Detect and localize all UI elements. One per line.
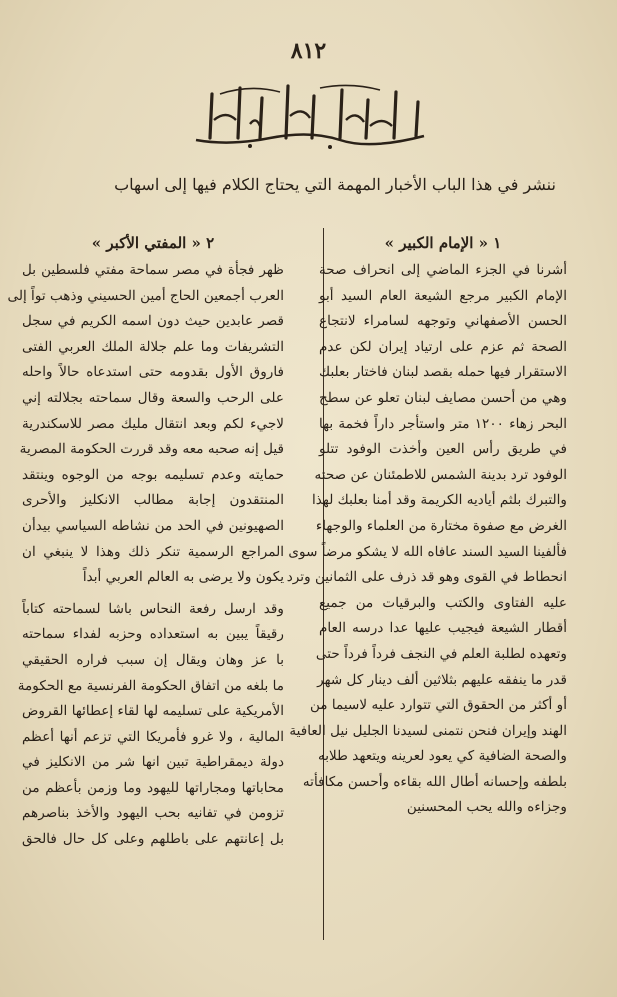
article-line: أو أكثر من الحقوق التي تتوارد عليه لاسيما من <box>309 697 567 714</box>
article-line: دولة ديمقراطية تبين انها شر من الانكليز في <box>22 754 284 771</box>
article-line: وهي من أحسن مصايف لبنان تعلو عن سطح <box>319 389 567 406</box>
article-line: قدر ما ينفقه عليهم بثلاثين ألف دينار كل شهر <box>317 671 567 688</box>
article-line: عليه الفتاوى والكتب والبرقيات من جميع <box>319 594 567 611</box>
article-imam <box>286 228 567 821</box>
section-intro: ننشر في هذا الباب الأخبار المهمة التي يحتاج الكلام فيها إلى اسهاب <box>114 175 556 194</box>
article-line: وتعهده لطلبة العلم في النجف فرداً فرداً حتى <box>315 645 567 662</box>
article-line: حمايته وعدم تسليمه بوجه من الوجوه وينتقد <box>22 466 284 483</box>
article-line: رقيقاً يبين به استعداده وحزبه لفداء سماحته <box>22 626 284 643</box>
article-line: الوفود ترد بدينة الشمس للاطمئنان عن صحته <box>314 466 567 483</box>
article-line: ما بلغه من اتفاق الحكومة الفرنسية مع الحكومة <box>17 677 284 694</box>
article-heading: ١ « الإمام الكبير » <box>384 234 502 252</box>
article-line: الإمام الكبير مرجع الشيعة العام السيد أبو <box>319 287 567 304</box>
article-line: با عز وهان ويقال إن سبب فراره الحقيقي <box>22 651 284 668</box>
article-line: الصحة ثم عزم على ارتياد إيران لكن عدم <box>319 338 567 355</box>
article-line: المراجع الرسمية تنكر ذلك وهذا لا ينبغي ان <box>22 543 284 560</box>
article-line: أقطار الشيعة فيجيب عليها عدا درسه العام <box>319 620 567 637</box>
article-line: البحر زهاء ١٢٠٠ متر واستأجر داراً فخمة بها <box>319 415 567 432</box>
article-line: الحسن الأصفهاني وتوجهه لسامراء لانتجاع <box>319 313 567 330</box>
article-line: والتبرك بلثم أياديه الكريمة وقد أمنا بعلبك لهذا <box>312 492 567 509</box>
article-line: بلطفه وإحسانه أطال الله بقاءه وأحسن مكافأته <box>302 773 567 790</box>
article-line: بل إعانتهم على باطلهم وعلى كل حال فالحق <box>22 831 284 848</box>
article-line: قصر عابدين حيث دون اسمه الكريم في سجل <box>22 313 284 330</box>
article-line: فألفينا السيد السند عافاه الله لا يشكو مرضاً سوى <box>288 543 567 560</box>
article-line: الغرض مع صفوة مختارة من العلماء والوجهاء <box>315 517 567 534</box>
article-line: وقد ارسل رفعة النحاس باشا لسماحته كتاباً <box>22 600 284 617</box>
article-line: والصحة الضافية كي يعود لعرينه ويتعهد طلابه <box>317 748 567 765</box>
article-line: يكون ولا يرضى به العالم العربي أبداً <box>82 569 284 586</box>
article-line: ظهر فجأة في مصر سماحة مفتي فلسطين بل <box>22 262 284 278</box>
article-line: على الرحب والسعة وقال سماحته بجلالته إني <box>22 389 284 406</box>
article-heading: ٢ « المفتي الأكبر » <box>91 234 215 252</box>
article-line: أشرنا في الجزء الماضي إلى انحراف صحة <box>319 262 567 278</box>
article-line: الهند وإيران فنحن نتمنى لسيدنا الجليل نيل العافية <box>289 722 567 739</box>
page-number: ٨١٢ <box>290 38 327 64</box>
article-line: الأمريكية على تسليمه لها لقاء إعطائها القروض <box>22 703 284 720</box>
article-line: لاجيء لكم وبعد انتقال مليك مصر للاسكندرية <box>22 415 284 432</box>
article-line: انحطاط في القوى وهو قد ذرف على الثمانين وترد <box>286 569 567 586</box>
article-line: قيل إنه صحبه معه وقد قررت الحكومة المصرية <box>19 441 284 458</box>
article-line: الاستقرار فيها حمله بقصد لبنان فاختار بعلبك <box>319 364 567 381</box>
article-line: الصهيونين في الحد من نشاطه السياسي بيدأن <box>22 517 284 534</box>
article-line: تزومن في تفانيه بحب اليهود والأخذ بناصرهم <box>22 805 284 822</box>
article-line: محاباتها ومجاراتها لليهود وما وزمن بأعظم من <box>22 779 284 796</box>
article-line: التشريفات وما علم جلالة الملك العربي الفتى <box>22 338 284 355</box>
article-line: في طريق رأس العين وأخذت الوفود تتلو <box>319 441 567 458</box>
article-line: المنتقدون إجابة مطالب الانكليز والأحرى <box>22 492 284 509</box>
section-title-calligraphy-logo <box>190 80 430 150</box>
article-line: فاروق الأول بقدومه حتى استدعاه حالاً واحله <box>22 364 284 381</box>
article-mufti <box>7 228 284 853</box>
article-line: العرب أجمعين الحاج أمين الحسيني وذهب تواً إلى <box>7 287 284 304</box>
article-line: المالية ، ولا غرو فأمريكا التي تزعم أنها أعظم <box>22 728 284 745</box>
article-line: وجزاءه والله يحب المحسنين <box>406 799 567 816</box>
